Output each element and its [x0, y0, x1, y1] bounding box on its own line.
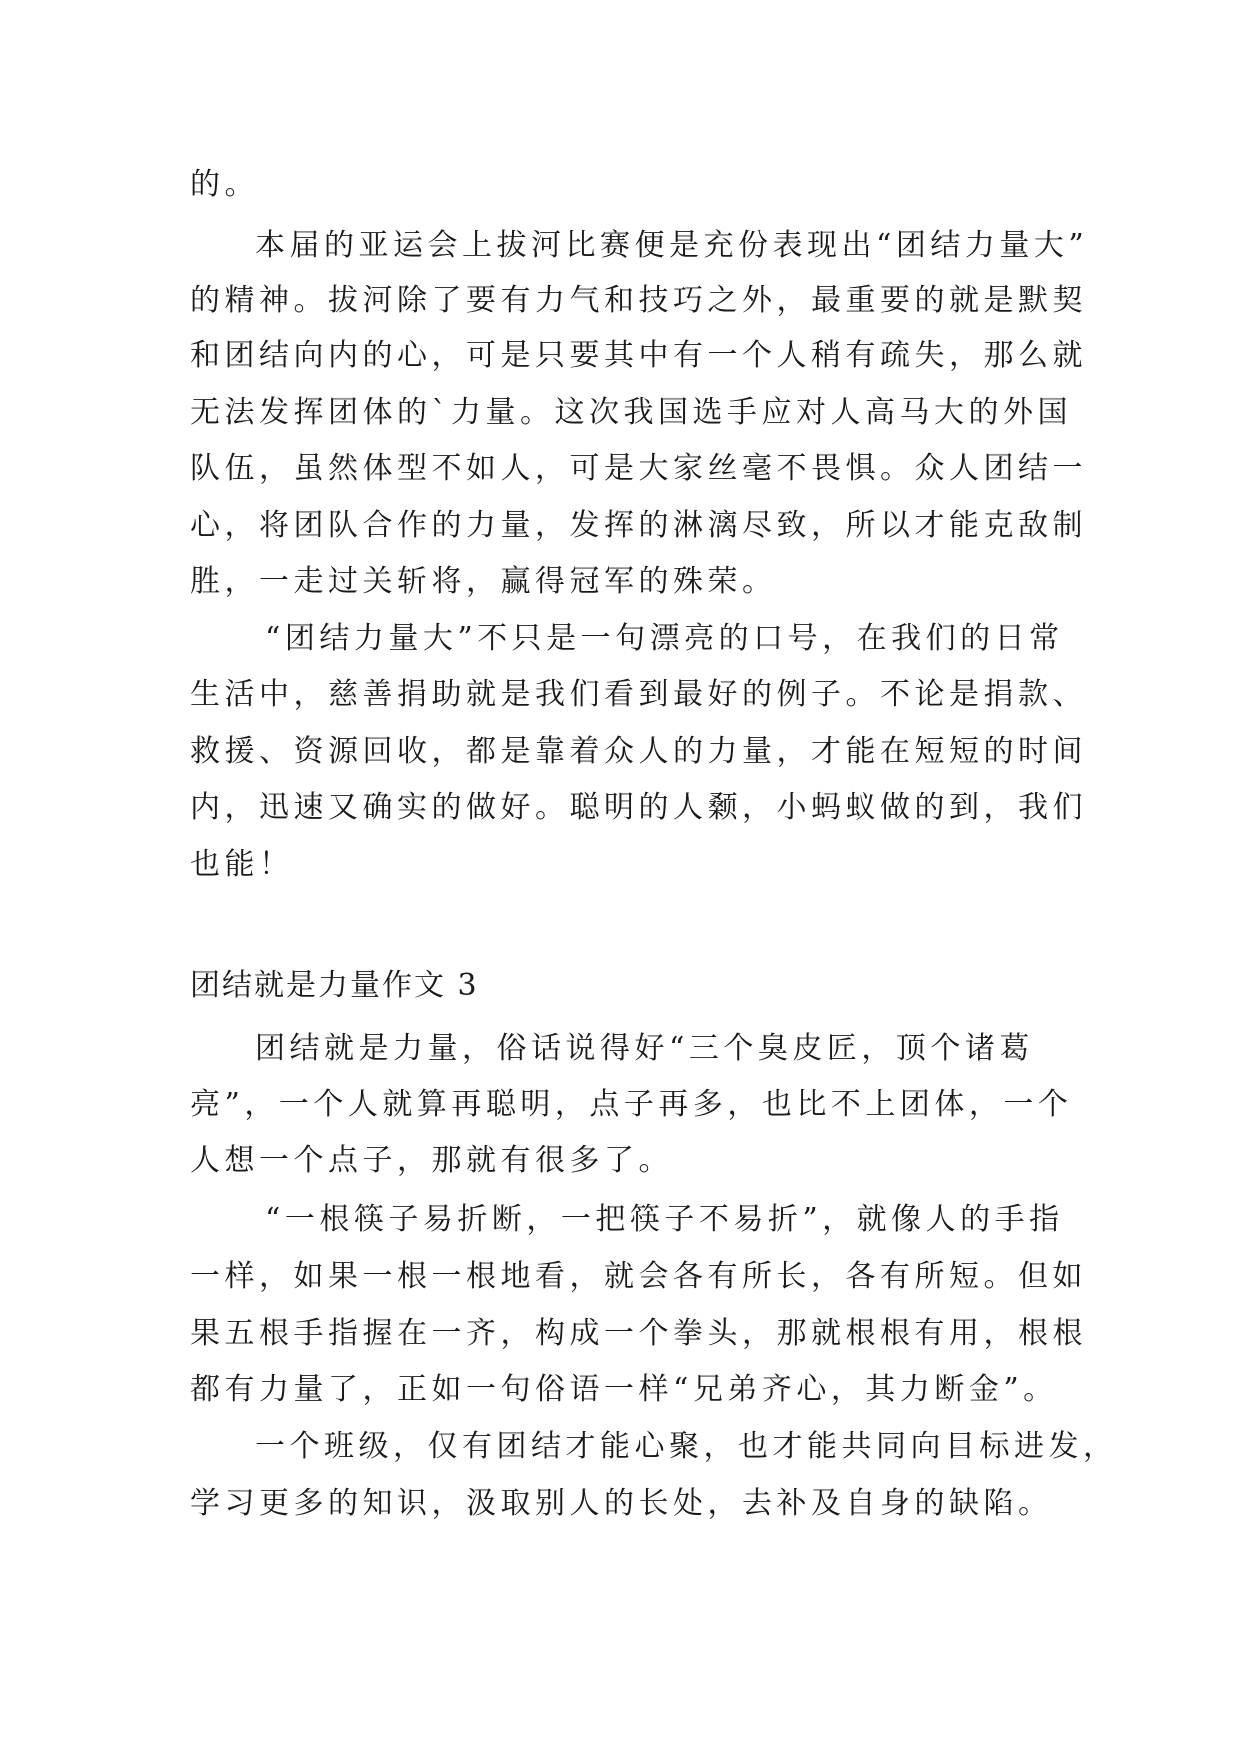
- paragraph-line: 和团结向内的心，可是只要其中有一个人稍有疏失，那么就: [190, 338, 1087, 373]
- paragraph-line: 救援、资源回收，都是靠着众人的力量，才能在短短的时间: [190, 734, 1087, 769]
- paragraph-line: 也能！: [190, 847, 294, 882]
- paragraph-line: 果五根手指握在一齐，构成一个拳头，那就根根有用，根根: [190, 1316, 1087, 1351]
- paragraph-line: 学习更多的知识，汲取别人的长处，去补及自身的缺陷。: [190, 1486, 1053, 1521]
- paragraph-line: 无法发挥团体的`力量。这次我国选手应对人高马大的外国: [190, 395, 1072, 430]
- paragraph-line: “一根筷子易折断，一把筷子不易折”，就像人的手指: [265, 1202, 1064, 1237]
- paragraph-line: 人想一个点子，那就有很多了。: [190, 1143, 673, 1178]
- paragraph-line: 都有力量了，正如一句俗语一样“兄弟齐心，其力断金”。: [190, 1372, 1058, 1407]
- paragraph-line: 心，将团队合作的力量，发挥的淋漓尽致，所以才能克敌制: [190, 508, 1087, 543]
- paragraph-line: 的精神。拔河除了要有力气和技巧之外，最重要的就是默契: [190, 283, 1087, 318]
- paragraph-line: 一样，如果一根一根地看，就会各有所长，各有所短。但如: [190, 1259, 1087, 1294]
- paragraph-line: 队伍，虽然体型不如人，可是大家丝毫不畏惧。众人团结一: [190, 451, 1087, 486]
- paragraph-line: 亮”，一个人就算再聪明，点子再多，也比不上团体，一个: [190, 1087, 1073, 1122]
- paragraph-line: 团结就是力量，俗话说得好“三个臭皮匠，顶个诸葛: [255, 1031, 1034, 1066]
- paragraph-line: 生活中，慈善捐助就是我们看到最好的例子。不论是捐款、: [190, 677, 1087, 712]
- paragraph-line: 本届的亚运会上拔河比赛便是充份表现出“团结力量大”: [255, 228, 1089, 263]
- paragraph-line: “团结力量大”不只是一句漂亮的口号，在我们的日常: [265, 621, 1064, 656]
- section-heading: 团结就是力量作文 3: [190, 968, 479, 1003]
- paragraph-line: 的。: [190, 167, 259, 202]
- paragraph-line: 一个班级，仅有团结才能心聚，也才能共同向目标进发，: [255, 1429, 1118, 1464]
- paragraph-line: 内，迅速又确实的做好。聪明的人颡，小蚂蚁做的到，我们: [190, 790, 1087, 825]
- paragraph-line: 胜，一走过关斩将，赢得冠军的殊荣。: [190, 564, 777, 599]
